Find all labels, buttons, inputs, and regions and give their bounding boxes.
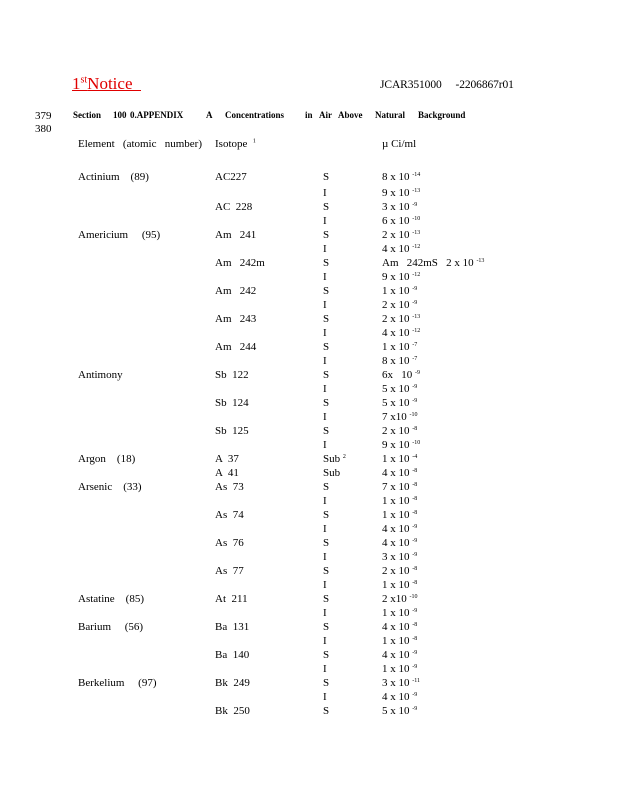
concentration-base: 4 x 10 [382, 327, 410, 339]
state-code [323, 636, 327, 647]
state-code [323, 706, 329, 717]
concentration-value [382, 454, 417, 465]
concentration-value [382, 328, 420, 339]
concentration-base: 6x 10 [382, 369, 413, 381]
state-code [323, 580, 327, 591]
concentration-base: 5 x 10 [382, 397, 410, 409]
isotope-name: AC227 [215, 171, 247, 183]
concentration-value [382, 678, 420, 689]
isotope-name: AC 228 [215, 201, 253, 213]
element-name: Barium (56) [78, 621, 144, 633]
state-code-text: S [323, 201, 330, 213]
state-code [323, 342, 329, 353]
state-code [323, 272, 327, 283]
state-code-text: I [323, 439, 327, 451]
concentration-exponent: -12 [412, 328, 421, 334]
concentration-exponent: -13 [412, 314, 421, 320]
column-header-element: Element (atomic number) [78, 138, 203, 150]
state-code [323, 172, 329, 183]
concentration-value [382, 706, 417, 717]
state-code-text: S [323, 341, 330, 353]
state-code-text: I [323, 411, 327, 423]
concentration-exponent: -8 [412, 622, 418, 628]
state-code-text: S [323, 229, 330, 241]
concentration-exponent: -13 [412, 188, 421, 194]
concentration-base: 2 x 10 [382, 313, 410, 325]
concentration-exponent: -8 [412, 468, 418, 474]
concentration-value [382, 172, 420, 183]
notice-heading [72, 74, 141, 94]
isotope-footnote-marker: 1 [252, 138, 256, 145]
title-word-natural: Natural [375, 110, 405, 120]
state-code-text: S [323, 171, 330, 183]
concentration-base: Am 242mS 2 x 10 [382, 257, 474, 269]
concentration-base: 3 x 10 [382, 677, 410, 689]
concentration-base: 3 x 10 [382, 551, 410, 563]
concentration-base: 1 x 10 [382, 453, 410, 465]
concentration-exponent: -9 [415, 370, 420, 376]
concentration-base: 1 x 10 [382, 663, 410, 675]
state-code-text: Sub [323, 453, 341, 465]
concentration-base: 4 x 10 [382, 537, 410, 549]
line-number-380: 380 [35, 123, 52, 135]
concentration-base: 1 x 10 [382, 607, 410, 619]
concentration-base: 4 x 10 [382, 691, 410, 703]
state-code [323, 524, 327, 535]
state-code-text: Sub [323, 467, 341, 479]
state-code [323, 216, 327, 227]
concentration-value [382, 398, 417, 409]
state-code [323, 650, 329, 661]
concentration-value [382, 594, 418, 605]
concentration-value [382, 524, 417, 535]
state-code-text: I [323, 523, 327, 535]
isotope-name: Am 244 [215, 341, 257, 353]
isotope-name: Am 243 [215, 313, 257, 325]
column-header-isotope [215, 138, 256, 150]
isotope-name: Sb 125 [215, 425, 249, 437]
state-code [323, 314, 329, 325]
appendix-label: 0.APPENDIX [130, 110, 184, 120]
concentration-base: 4 x 10 [382, 649, 410, 661]
isotope-name: As 74 [215, 509, 244, 521]
concentration-exponent: -10 [409, 412, 418, 418]
isotope-name: Bk 250 [215, 705, 250, 717]
state-code [323, 678, 329, 689]
concentration-exponent: -9 [412, 538, 418, 544]
concentration-exponent: -14 [412, 172, 421, 178]
isotope-name: Ba 140 [215, 649, 250, 661]
element-name: Americium (95) [78, 229, 161, 241]
state-code [323, 188, 327, 199]
state-code-text: S [323, 565, 330, 577]
section-word: Section [73, 110, 101, 120]
concentration-value [382, 188, 420, 199]
concentration-exponent: -8 [412, 580, 418, 586]
concentration-base: 1 x 10 [382, 341, 410, 353]
concentration-base: 5 x 10 [382, 705, 410, 717]
concentration-value [382, 356, 417, 367]
concentration-exponent: -9 [412, 524, 418, 530]
concentration-base: 7 x 10 [382, 481, 410, 493]
state-code-text: I [323, 299, 327, 311]
concentration-value [382, 664, 417, 675]
state-code [323, 328, 327, 339]
state-code [323, 244, 327, 255]
concentration-exponent: -7 [412, 356, 418, 362]
state-code [323, 384, 327, 395]
concentration-value [382, 580, 417, 591]
concentration-value [382, 244, 420, 255]
state-code [323, 566, 329, 577]
state-code-text: S [323, 677, 330, 689]
concentration-value [382, 468, 417, 479]
state-code [323, 258, 329, 269]
state-code [323, 692, 327, 703]
isotope-name: Sb 124 [215, 397, 249, 409]
state-code-text: I [323, 271, 327, 283]
state-code-text: S [323, 425, 330, 437]
title-word-background: Background [418, 110, 466, 120]
concentration-value [382, 510, 417, 521]
element-name: Astatine (85) [78, 593, 144, 605]
isotope-name: Am 241 [215, 229, 257, 241]
state-code [323, 398, 329, 409]
state-code [323, 594, 329, 605]
state-code [323, 496, 327, 507]
concentration-exponent: -9 [412, 202, 418, 208]
concentration-exponent: -13 [476, 258, 485, 264]
state-code-text: I [323, 607, 327, 619]
concentration-exponent: -11 [412, 678, 421, 684]
concentration-base: 2 x 10 [382, 425, 410, 437]
concentration-base: 1 x 10 [382, 495, 410, 507]
isotope-name: Bk 249 [215, 677, 250, 689]
concentration-value [382, 650, 417, 661]
state-code-text: S [323, 705, 330, 717]
concentration-exponent: -10 [409, 594, 418, 600]
state-code-text: I [323, 215, 327, 227]
concentration-value [382, 300, 417, 311]
isotope-name: As 73 [215, 481, 244, 493]
notice-number: 1 [72, 74, 81, 93]
concentration-base: 2 x 10 [382, 299, 410, 311]
concentration-exponent: -4 [412, 454, 418, 460]
element-name: Antimony [78, 369, 123, 381]
concentration-base: 4 x 10 [382, 467, 410, 479]
state-code [323, 552, 327, 563]
state-code-text: I [323, 243, 327, 255]
concentration-base: 9 x 10 [382, 187, 410, 199]
element-name: Arsenic (33) [78, 481, 142, 493]
concentration-exponent: -13 [412, 230, 421, 236]
concentration-value [382, 692, 417, 703]
concentration-value [382, 370, 420, 381]
concentration-exponent: -9 [412, 664, 418, 670]
state-code-text: S [323, 649, 330, 661]
isotope-name: Sb 122 [215, 369, 249, 381]
state-code-text: I [323, 663, 327, 675]
concentration-base: 2 x 10 [382, 565, 410, 577]
state-code-text: S [323, 369, 330, 381]
state-code-text: I [323, 355, 327, 367]
concentration-base: 2 x 10 [382, 229, 410, 241]
concentration-value [382, 426, 417, 437]
state-code [323, 370, 329, 381]
state-code [323, 300, 327, 311]
state-code-text: S [323, 481, 330, 493]
document-id: JCAR351000 -2206867r01 [380, 79, 514, 91]
state-code [323, 412, 327, 423]
state-code [323, 468, 340, 479]
concentration-exponent: -9 [412, 692, 418, 698]
state-code [323, 426, 329, 437]
state-code-text: I [323, 495, 327, 507]
concentration-value [382, 566, 417, 577]
state-code-text: S [323, 593, 330, 605]
notice-word: Notice [87, 74, 133, 93]
concentration-value [382, 552, 417, 563]
concentration-value [382, 272, 420, 283]
state-code-text: S [323, 537, 330, 549]
concentration-exponent: -9 [412, 398, 418, 404]
concentration-base: 1 x 10 [382, 509, 410, 521]
concentration-base: 7 x10 [382, 411, 407, 423]
state-code [323, 510, 329, 521]
concentration-base: 2 x10 [382, 593, 407, 605]
isotope-name: As 77 [215, 565, 244, 577]
concentration-exponent: -9 [412, 384, 418, 390]
concentration-base: 6 x 10 [382, 215, 410, 227]
state-code [323, 440, 327, 451]
line-number-379: 379 [35, 110, 52, 122]
concentration-exponent: -8 [412, 496, 418, 502]
concentration-base: 1 x 10 [382, 635, 410, 647]
concentration-base: 3 x 10 [382, 201, 410, 213]
concentration-value [382, 202, 417, 213]
state-footnote-marker: 2 [342, 454, 346, 460]
appendix-letter: A [206, 110, 213, 120]
isotope-name: Ba 131 [215, 621, 250, 633]
concentration-base: 8 x 10 [382, 171, 410, 183]
state-code [323, 664, 327, 675]
concentration-exponent: -9 [412, 650, 418, 656]
state-code [323, 454, 346, 465]
concentration-value [382, 286, 417, 297]
isotope-label: Isotope [215, 138, 248, 150]
concentration-value [382, 440, 420, 451]
element-name: Actinium (89) [78, 171, 149, 183]
concentration-base: 5 x 10 [382, 383, 410, 395]
state-code-text: S [323, 313, 330, 325]
concentration-exponent: -8 [412, 426, 418, 432]
concentration-value [382, 636, 417, 647]
state-code-text: S [323, 621, 330, 633]
concentration-value [382, 314, 420, 325]
concentration-value [382, 258, 484, 269]
state-code [323, 622, 329, 633]
concentration-exponent: -7 [412, 342, 418, 348]
title-word-above: Above [338, 110, 363, 120]
isotope-name: Am 242 [215, 285, 257, 297]
title-word-air: Air [319, 110, 332, 120]
title-word-concentrations: Concentrations [225, 110, 284, 120]
concentration-exponent: -9 [412, 300, 418, 306]
concentration-exponent: -9 [412, 608, 418, 614]
concentration-exponent: -12 [412, 244, 421, 250]
state-code-text: S [323, 509, 330, 521]
state-code-text: I [323, 635, 327, 647]
concentration-value [382, 622, 417, 633]
concentration-exponent: -9 [412, 706, 418, 712]
state-code-text: I [323, 579, 327, 591]
concentration-exponent: -9 [412, 286, 418, 292]
isotope-name: At 211 [215, 593, 248, 605]
state-code [323, 202, 329, 213]
state-code-text: I [323, 551, 327, 563]
concentration-value [382, 608, 417, 619]
isotope-name: Am 242m [215, 257, 265, 269]
concentration-exponent: -8 [412, 636, 418, 642]
concentration-base: 4 x 10 [382, 621, 410, 633]
concentration-value [382, 384, 417, 395]
concentration-base: 4 x 10 [382, 523, 410, 535]
state-code [323, 538, 329, 549]
concentration-base: 9 x 10 [382, 439, 410, 451]
element-name: Berkelium (97) [78, 677, 157, 689]
concentration-exponent: -12 [412, 272, 421, 278]
concentration-value [382, 216, 420, 227]
concentration-exponent: -8 [412, 510, 418, 516]
state-code-text: S [323, 257, 330, 269]
isotope-name: A 41 [215, 467, 239, 479]
state-code-text: I [323, 691, 327, 703]
state-code [323, 286, 329, 297]
title-word-in: in [305, 110, 313, 120]
state-code-text: S [323, 285, 330, 297]
concentration-exponent: -10 [412, 216, 421, 222]
column-header-unit: µ Ci/ml [382, 138, 417, 150]
concentration-value [382, 496, 417, 507]
isotope-name: A 37 [215, 453, 239, 465]
state-code [323, 230, 329, 241]
concentration-exponent: -8 [412, 482, 418, 488]
concentration-exponent: -8 [412, 566, 418, 572]
state-code-text: S [323, 397, 330, 409]
notice-ordinal-suffix: st [80, 74, 88, 86]
concentration-value [382, 342, 417, 353]
element-name: Argon (18) [78, 453, 136, 465]
state-code-text: I [323, 383, 327, 395]
concentration-exponent: -9 [412, 552, 418, 558]
concentration-value [382, 412, 418, 423]
state-code-text: I [323, 327, 327, 339]
concentration-base: 1 x 10 [382, 579, 410, 591]
isotope-name: As 76 [215, 537, 244, 549]
state-code [323, 482, 329, 493]
concentration-base: 4 x 10 [382, 243, 410, 255]
state-code [323, 608, 327, 619]
concentration-base: 9 x 10 [382, 271, 410, 283]
concentration-value [382, 538, 417, 549]
section-number: 100 [113, 110, 127, 120]
concentration-base: 8 x 10 [382, 355, 410, 367]
concentration-value [382, 482, 417, 493]
state-code-text: I [323, 187, 327, 199]
state-code [323, 356, 327, 367]
concentration-base: 1 x 10 [382, 285, 410, 297]
concentration-value [382, 230, 420, 241]
concentration-exponent: -10 [412, 440, 421, 446]
